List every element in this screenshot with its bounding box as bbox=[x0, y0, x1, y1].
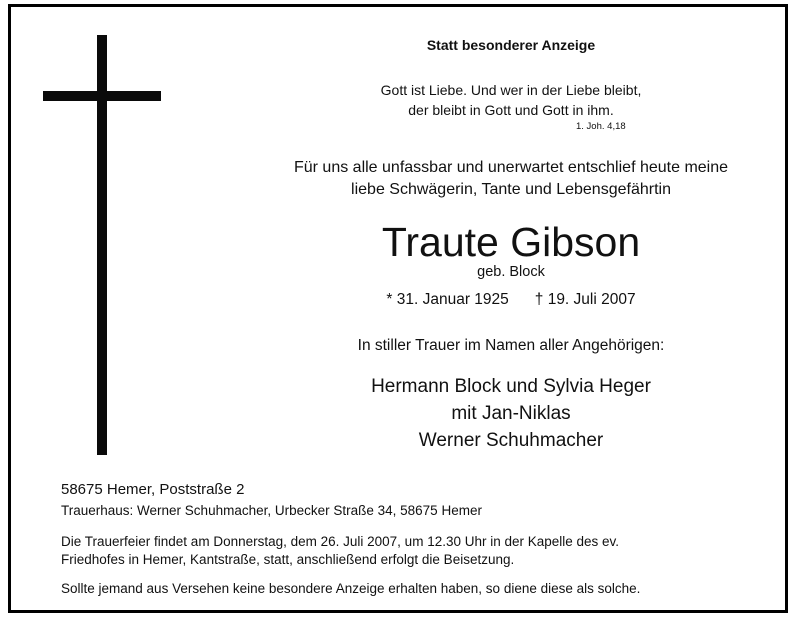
ceremony-info bbox=[61, 533, 791, 569]
death-date: † 19. Juli 2007 bbox=[534, 291, 636, 308]
birth-date: * 31. Januar 1925 bbox=[386, 291, 509, 308]
family-member: Werner Schuhmacher bbox=[418, 430, 604, 451]
trauerhaus-address: Trauerhaus: Werner Schuhmacher, Urbecker Straße 34, 58675 Hemer bbox=[61, 503, 482, 518]
life-dates bbox=[241, 291, 781, 309]
notice-heading: Statt besonderer Anzeige bbox=[426, 37, 596, 53]
obituary-notice bbox=[8, 4, 788, 613]
address: 58675 Hemer, Poststraße 2 bbox=[61, 481, 245, 498]
cross-horizontal-bar bbox=[43, 91, 161, 101]
ceremony-line-1: Die Trauerfeier findet am Donnerstag, dem 26. Juli 2007, um 12.30 Uhr in der Kapelle des ev. bbox=[61, 534, 620, 549]
intro-text bbox=[241, 157, 781, 201]
family-list bbox=[241, 373, 781, 454]
ceremony-line-2: Friedhofes in Hemer, Kantstraße, statt, anschließend erfolgt die Beisetzung. bbox=[61, 552, 515, 567]
verse-line-1: Gott ist Liebe. Und wer in der Liebe bleibt, bbox=[380, 82, 642, 98]
birth-name: geb. Block bbox=[477, 264, 545, 280]
closing-note: Sollte jemand aus Versehen keine besondere Anzeige erhalten haben, so diene diese als solche. bbox=[61, 581, 641, 596]
deceased-name: Traute Gibson bbox=[381, 219, 641, 265]
mourners-intro: In stiller Trauer im Namen aller Angehörigen: bbox=[357, 337, 665, 354]
bible-verse bbox=[241, 80, 781, 120]
intro-line-1: Für uns alle unfassbar und unerwartet entschlief heute meine bbox=[293, 159, 729, 176]
intro-line-2: liebe Schwägerin, Tante und Lebensgefährtin bbox=[351, 181, 671, 198]
verse-reference: 1. Joh. 4,18 bbox=[576, 121, 626, 132]
verse-line-2: der bleibt in Gott und Gott in ihm. bbox=[408, 102, 614, 118]
family-member: Hermann Block und Sylvia Heger bbox=[371, 376, 651, 397]
family-member: mit Jan-Niklas bbox=[451, 403, 571, 424]
